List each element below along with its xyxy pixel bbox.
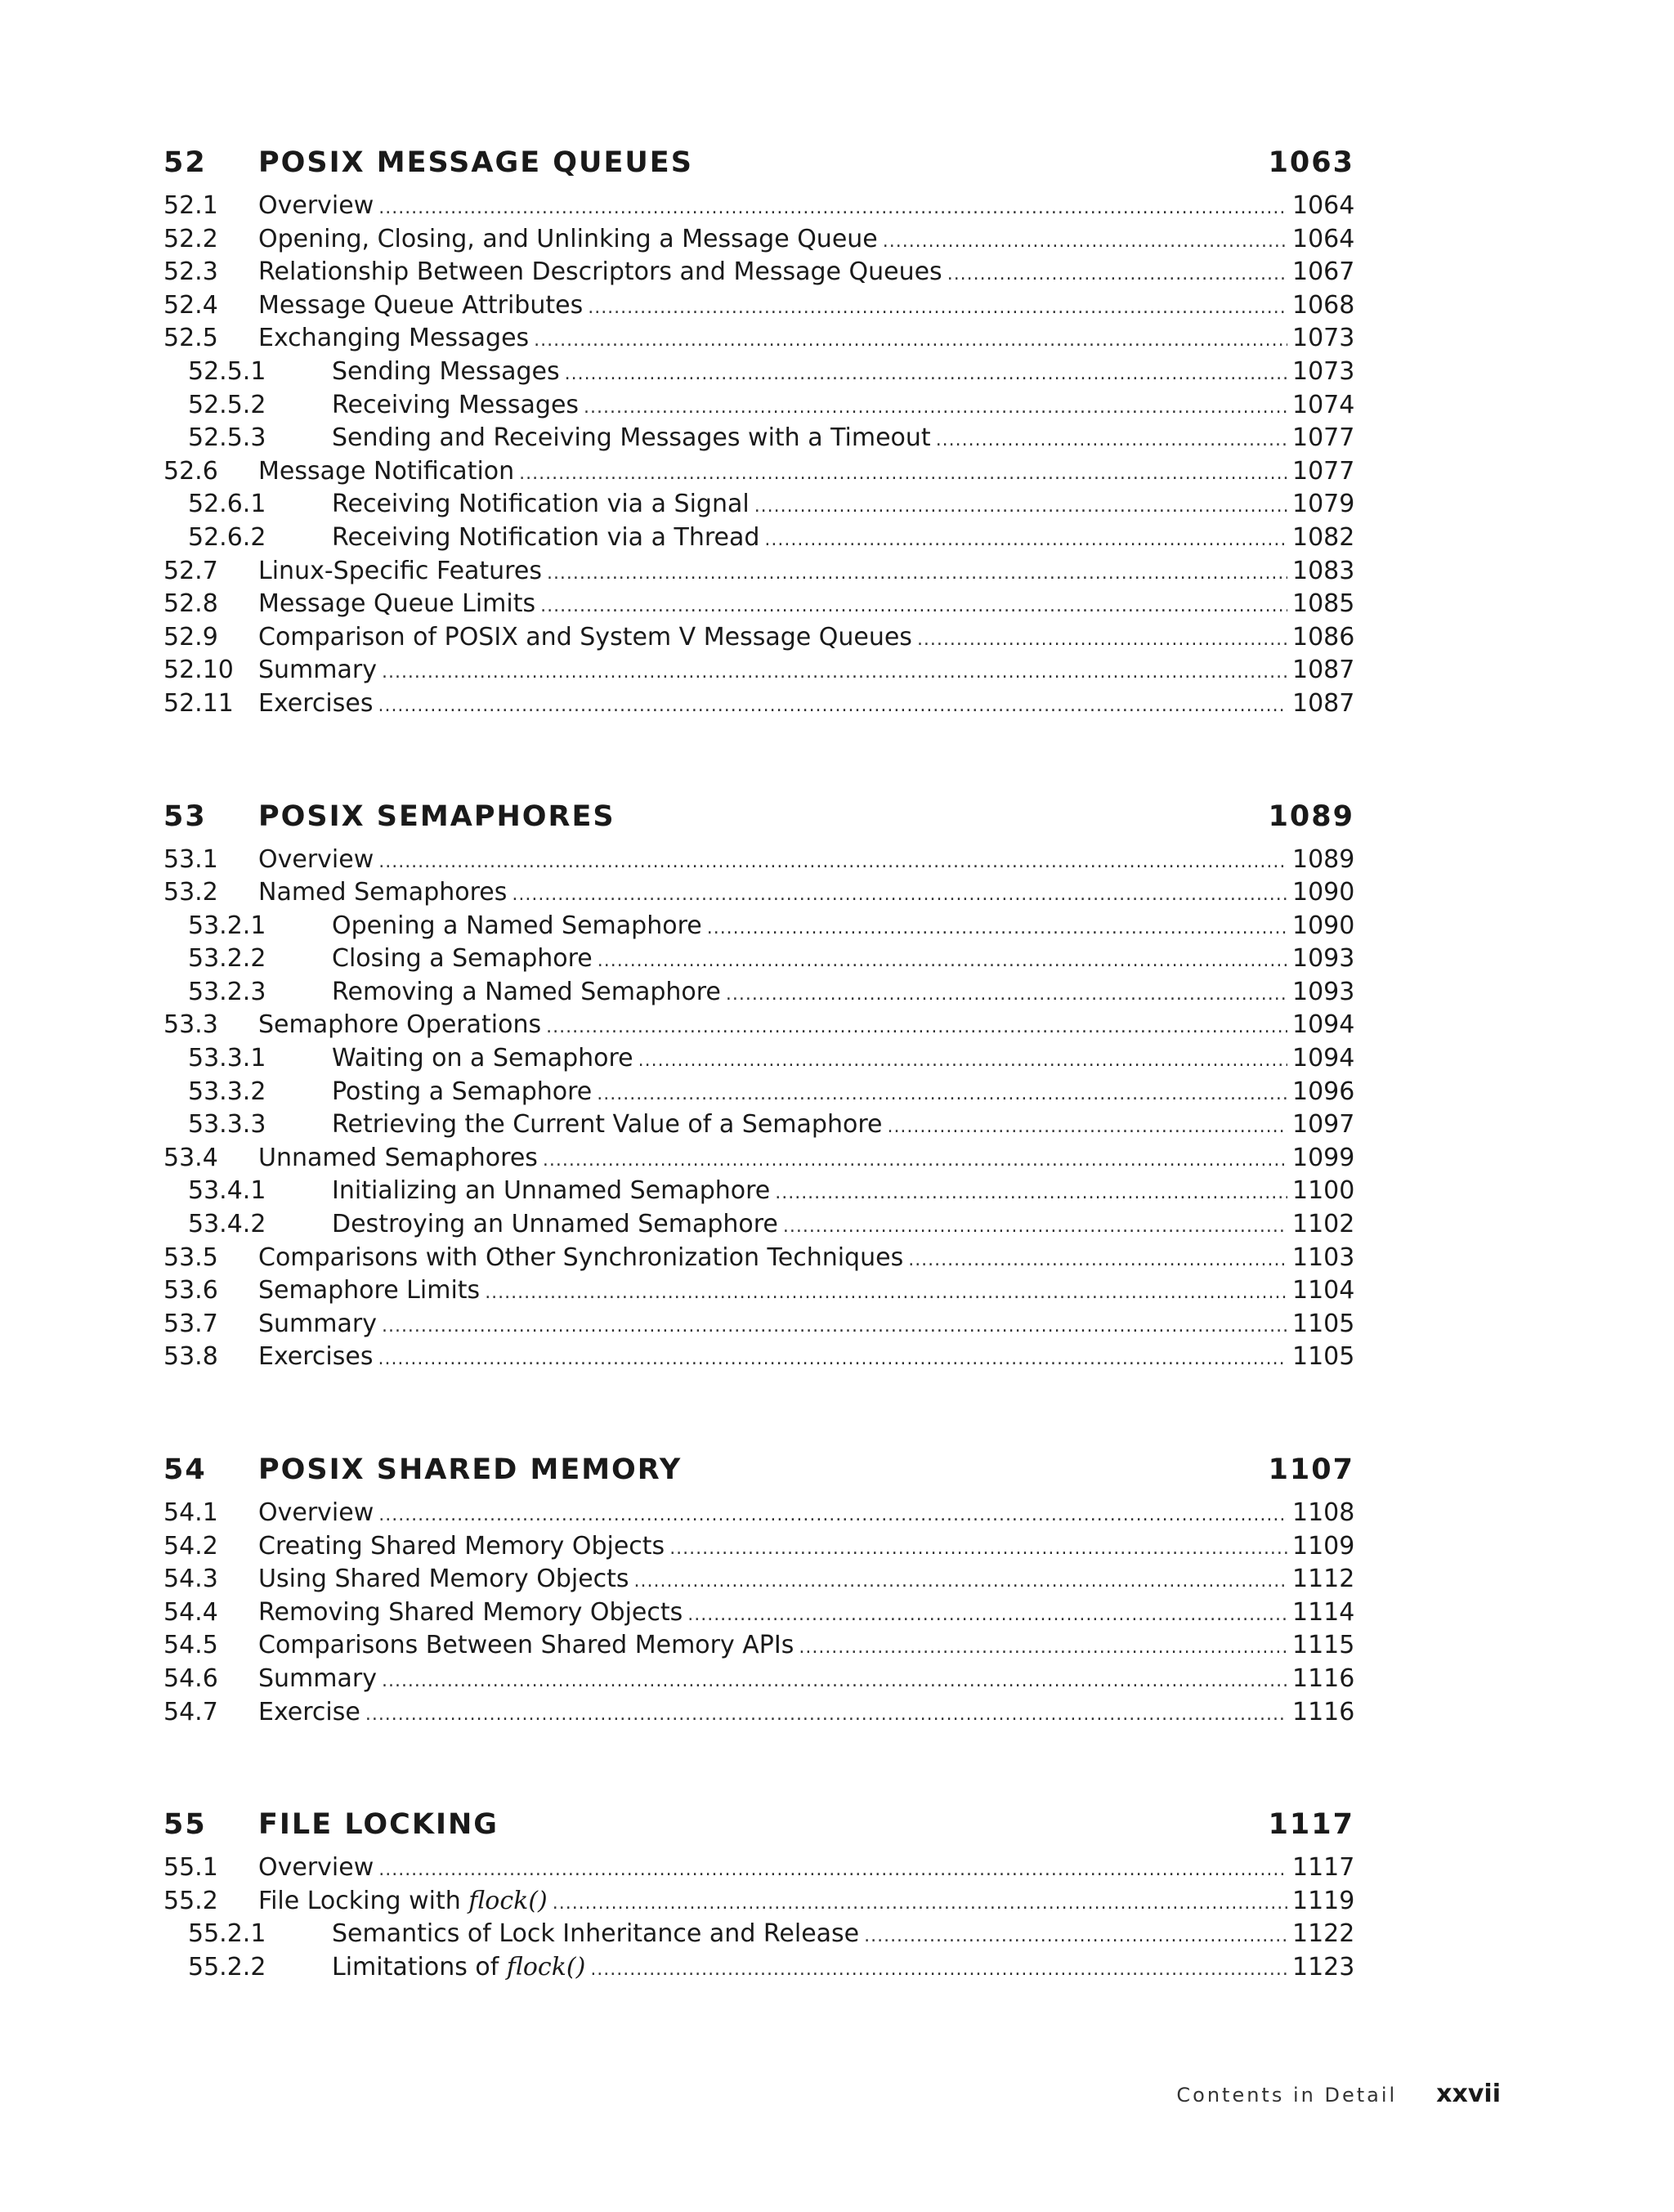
section-title-text: Receiving Notification via a Signal xyxy=(332,490,750,519)
dot-leader xyxy=(775,1177,1287,1211)
section-number: 53.2.1 xyxy=(188,911,266,940)
section-page: 1079 xyxy=(1292,490,1355,519)
section-title-text: Overview xyxy=(258,1498,374,1527)
chapter-53 xyxy=(163,793,1354,1375)
section-title xyxy=(332,1175,770,1208)
toc-entry xyxy=(163,654,1354,687)
dot-leader xyxy=(764,524,1287,557)
toc-entry xyxy=(163,1242,1354,1275)
section-title-text: Relationship Between Descriptors and Message Queues xyxy=(258,257,942,287)
chapter-heading xyxy=(163,1446,1354,1493)
section-page: 1090 xyxy=(1292,911,1355,940)
section-page: 1094 xyxy=(1292,1044,1355,1073)
section-title-text: Comparison of POSIX and System V Message Queues xyxy=(258,622,912,652)
section-page: 1064 xyxy=(1292,224,1355,253)
section-title-text: Exercises xyxy=(258,688,374,718)
section-title xyxy=(258,190,374,223)
dot-leader xyxy=(908,1244,1287,1278)
section-title xyxy=(332,1918,859,1951)
chapter-number: 55 xyxy=(163,1808,207,1842)
section-number: 53.4.2 xyxy=(188,1210,266,1239)
toc-entry xyxy=(163,1951,1354,1985)
section-number: 54.5 xyxy=(163,1631,218,1660)
section-title xyxy=(332,488,750,522)
section-title xyxy=(332,422,931,455)
section-title xyxy=(332,1951,585,1985)
section-page: 1093 xyxy=(1292,977,1355,1006)
chapter-number: 54 xyxy=(163,1453,207,1486)
toc-entry xyxy=(163,1274,1354,1308)
section-title-text: Retrieving the Current Value of a Semaphore xyxy=(332,1110,883,1140)
section-number: 53.2.3 xyxy=(188,977,266,1006)
toc-entry xyxy=(163,844,1354,877)
page-number: xxvii xyxy=(1436,2080,1501,2108)
section-title-text: Sending and Receiving Messages with a Timeout xyxy=(332,423,931,453)
chapter-heading xyxy=(163,793,1354,840)
section-number: 53.4 xyxy=(163,1143,218,1172)
dot-leader xyxy=(707,912,1287,946)
section-title xyxy=(258,1009,541,1042)
toc-entry xyxy=(163,389,1354,423)
section-title xyxy=(258,455,514,489)
section-number: 52.5 xyxy=(163,324,218,353)
section-number: 53.2 xyxy=(163,878,218,907)
section-title-text: Semantics of Lock Inheritance and Release xyxy=(332,1919,860,1949)
toc-entry xyxy=(163,621,1354,655)
section-title xyxy=(332,976,721,1010)
dot-leader xyxy=(543,1144,1287,1178)
toc-entry xyxy=(163,1108,1354,1142)
section-title-text: Waiting on a Semaphore xyxy=(332,1044,633,1073)
section-title-text: Removing Shared Memory Objects xyxy=(258,1597,683,1627)
toc-entry xyxy=(163,455,1354,489)
dot-leader xyxy=(936,424,1287,458)
chapter-page: 1063 xyxy=(1268,146,1354,179)
section-number: 55.2.1 xyxy=(188,1919,266,1949)
toc-entry xyxy=(163,322,1354,356)
section-page: 1103 xyxy=(1292,1243,1355,1272)
section-number: 53.3 xyxy=(163,1010,218,1040)
dot-leader xyxy=(378,690,1287,723)
dot-leader xyxy=(754,490,1287,524)
section-title xyxy=(258,588,535,621)
section-title xyxy=(258,1885,548,1919)
section-number: 52.5.2 xyxy=(188,390,266,419)
toc-entry xyxy=(163,1530,1354,1564)
toc-entry xyxy=(163,289,1354,323)
section-number: 52.2 xyxy=(163,224,218,253)
toc-entry xyxy=(163,1142,1354,1175)
section-title-text: Summary xyxy=(258,1309,377,1338)
dot-leader xyxy=(883,226,1287,259)
dot-leader xyxy=(584,392,1287,425)
section-page: 1114 xyxy=(1292,1597,1355,1627)
toc-entry xyxy=(163,522,1354,555)
toc-entry xyxy=(163,1497,1354,1530)
section-page: 1074 xyxy=(1292,390,1355,419)
dot-leader xyxy=(378,1343,1287,1377)
section-page: 1077 xyxy=(1292,456,1355,486)
toc-entry xyxy=(163,1852,1354,1885)
dot-leader xyxy=(382,1665,1287,1699)
section-page: 1117 xyxy=(1292,1853,1355,1883)
section-page: 1123 xyxy=(1292,1952,1355,1981)
chapter-title: POSIX SHARED MEMORY xyxy=(258,1453,683,1486)
section-title-text: Opening a Named Semaphore xyxy=(332,911,702,940)
section-page: 1068 xyxy=(1292,290,1355,320)
section-title xyxy=(332,1208,778,1242)
section-title xyxy=(258,1308,377,1341)
section-title-text: Destroying an Unnamed Semaphore xyxy=(332,1210,778,1239)
page-footer xyxy=(1176,2080,1501,2108)
toc-entry xyxy=(163,1563,1354,1596)
dot-leader xyxy=(669,1533,1287,1566)
section-title xyxy=(258,654,377,687)
section-number: 52.10 xyxy=(163,656,234,685)
section-number: 54.4 xyxy=(163,1597,218,1627)
section-number: 52.8 xyxy=(163,589,218,619)
section-page: 1115 xyxy=(1292,1631,1355,1660)
dot-leader xyxy=(382,656,1287,690)
section-number: 53.6 xyxy=(163,1276,218,1305)
dot-leader xyxy=(597,1078,1287,1112)
section-title-text: Summary xyxy=(258,1663,377,1693)
chapter-54 xyxy=(163,1446,1354,1729)
dot-leader xyxy=(519,458,1287,491)
section-title xyxy=(258,1852,374,1885)
section-page: 1067 xyxy=(1292,257,1355,287)
chapter-number: 52 xyxy=(163,146,207,179)
toc-entry xyxy=(163,1918,1354,1951)
toc-entry xyxy=(163,190,1354,223)
section-title xyxy=(258,1274,480,1308)
toc-entry xyxy=(163,422,1354,455)
toc-entry xyxy=(163,1696,1354,1730)
chapter-page: 1117 xyxy=(1268,1808,1354,1842)
section-page: 1099 xyxy=(1292,1143,1355,1172)
section-title xyxy=(332,1108,882,1142)
section-page: 1096 xyxy=(1292,1077,1355,1106)
toc-entry xyxy=(163,1341,1354,1374)
toc-entry xyxy=(163,588,1354,621)
dot-leader xyxy=(917,624,1287,657)
section-title xyxy=(258,289,583,323)
chapter-heading xyxy=(163,139,1354,186)
section-title xyxy=(332,522,759,555)
toc-entry xyxy=(163,1009,1354,1042)
toc-entry xyxy=(163,976,1354,1010)
toc-entry xyxy=(163,488,1354,522)
section-number: 53.3.2 xyxy=(188,1077,266,1106)
section-title xyxy=(258,1497,374,1530)
section-title xyxy=(258,256,942,289)
section-number: 52.9 xyxy=(163,622,218,652)
toc-entry xyxy=(163,910,1354,943)
section-number: 55.1 xyxy=(163,1853,218,1883)
section-title-text: Message Notification xyxy=(258,456,515,486)
section-title-text: Opening, Closing, and Unlinking a Message Queue xyxy=(258,224,878,253)
section-title-text: Sending Messages xyxy=(332,356,560,386)
chapter-title: FILE LOCKING xyxy=(258,1808,499,1842)
section-page: 1085 xyxy=(1292,589,1355,619)
toc-entry xyxy=(163,1308,1354,1341)
chapter-title: POSIX MESSAGE QUEUES xyxy=(258,146,693,179)
section-page: 1087 xyxy=(1292,688,1355,718)
section-page: 1102 xyxy=(1292,1210,1355,1239)
toc-entry xyxy=(163,687,1354,721)
section-number: 54.7 xyxy=(163,1697,218,1726)
dot-leader xyxy=(687,1599,1287,1632)
dot-leader xyxy=(565,358,1287,392)
chapter-heading xyxy=(163,1801,1354,1848)
dot-leader xyxy=(382,1310,1287,1344)
chapter-52 xyxy=(163,139,1354,721)
section-page: 1083 xyxy=(1292,556,1355,585)
section-title xyxy=(332,910,702,943)
section-title xyxy=(258,1341,373,1374)
section-title-text: Exercise xyxy=(258,1697,360,1726)
dot-leader xyxy=(947,258,1287,292)
toc-entry xyxy=(163,943,1354,976)
section-number: 52.11 xyxy=(163,688,234,718)
section-number: 55.2 xyxy=(163,1886,218,1915)
section-page: 1119 xyxy=(1292,1886,1355,1915)
section-title xyxy=(332,1076,592,1109)
dot-leader xyxy=(588,292,1287,325)
section-number: 52.5.1 xyxy=(188,356,266,386)
section-page: 1108 xyxy=(1292,1498,1355,1527)
running-footer-label: Contents in Detail xyxy=(1176,2084,1398,2107)
section-title xyxy=(332,1042,633,1076)
section-number: 54.6 xyxy=(163,1663,218,1693)
section-number: 53.2.2 xyxy=(188,944,266,974)
section-page: 1073 xyxy=(1292,356,1355,386)
section-title-text: Exchanging Messages xyxy=(258,324,530,353)
section-number: 52.6 xyxy=(163,456,218,486)
section-page: 1077 xyxy=(1292,423,1355,453)
section-title xyxy=(258,1629,794,1663)
section-title-text: Creating Shared Memory Objects xyxy=(258,1531,665,1560)
toc-entry xyxy=(163,876,1354,910)
section-number: 54.1 xyxy=(163,1498,218,1527)
section-title-text: Initializing an Unnamed Semaphore xyxy=(332,1176,771,1206)
section-number: 54.2 xyxy=(163,1531,218,1560)
section-page: 1112 xyxy=(1292,1565,1355,1594)
dot-leader xyxy=(378,1499,1287,1533)
section-page: 1100 xyxy=(1292,1176,1355,1206)
section-title xyxy=(258,1663,377,1696)
dot-leader xyxy=(365,1699,1287,1732)
section-title-text: Overview xyxy=(258,1853,374,1883)
section-number: 52.7 xyxy=(163,556,218,585)
section-page: 1104 xyxy=(1292,1276,1355,1305)
toc-entry xyxy=(163,356,1354,389)
section-title-text: Summary xyxy=(258,656,377,685)
section-title-text: Message Queue Limits xyxy=(258,589,536,619)
dot-leader xyxy=(783,1211,1287,1244)
section-number: 52.3 xyxy=(163,257,218,287)
toc-entry xyxy=(163,1208,1354,1242)
section-page: 1093 xyxy=(1292,944,1355,974)
section-number: 52.6.1 xyxy=(188,490,266,519)
table-of-contents xyxy=(163,139,1354,2057)
toc-entry xyxy=(163,1042,1354,1076)
dot-leader xyxy=(547,557,1287,591)
chapter-number: 53 xyxy=(163,799,207,833)
section-title xyxy=(258,555,542,589)
section-title xyxy=(258,1563,629,1596)
section-number: 53.4.1 xyxy=(188,1176,266,1206)
dot-leader xyxy=(553,1887,1287,1921)
toc-entry xyxy=(163,1175,1354,1208)
toc-entry xyxy=(163,1076,1354,1109)
section-page: 1116 xyxy=(1292,1697,1355,1726)
dot-leader xyxy=(598,945,1287,978)
section-title-text: Limitations of xyxy=(332,1952,507,1981)
section-page: 1116 xyxy=(1292,1663,1355,1693)
section-title xyxy=(258,844,374,877)
section-title-text: Receiving Messages xyxy=(332,390,580,419)
section-title-text: Exercises xyxy=(258,1342,374,1372)
toc-entry xyxy=(163,1596,1354,1630)
section-title xyxy=(332,389,579,423)
dot-leader xyxy=(864,1920,1287,1954)
section-title-text: Linux-Specific Features xyxy=(258,556,542,585)
section-number: 53.5 xyxy=(163,1243,218,1272)
section-title xyxy=(258,1242,903,1275)
section-title-text: Posting a Semaphore xyxy=(332,1077,593,1106)
toc-entry xyxy=(163,223,1354,257)
section-page: 1122 xyxy=(1292,1919,1355,1949)
section-title xyxy=(258,1530,665,1564)
section-number: 53.7 xyxy=(163,1309,218,1338)
section-title xyxy=(258,1142,538,1175)
section-title xyxy=(258,876,507,910)
chapter-page: 1107 xyxy=(1268,1453,1354,1486)
chapter-page: 1089 xyxy=(1268,799,1354,833)
section-number: 52.6.2 xyxy=(188,522,266,552)
chapter-title: POSIX SEMAPHORES xyxy=(258,799,615,833)
dot-leader xyxy=(512,879,1287,912)
chapter-55 xyxy=(163,1801,1354,1984)
section-page: 1097 xyxy=(1292,1110,1355,1140)
dot-leader xyxy=(726,978,1287,1012)
dot-leader xyxy=(540,590,1287,624)
section-title-text: Semaphore Operations xyxy=(258,1010,542,1040)
dot-leader xyxy=(799,1632,1287,1665)
section-number: 54.3 xyxy=(163,1565,218,1594)
section-title-text: Closing a Semaphore xyxy=(332,944,593,974)
dot-leader xyxy=(378,846,1287,880)
section-number: 55.2.2 xyxy=(188,1952,266,1981)
section-page: 1086 xyxy=(1292,622,1355,652)
section-title xyxy=(332,356,560,389)
dot-leader xyxy=(378,1854,1287,1887)
section-number: 53.3.3 xyxy=(188,1110,266,1140)
section-title-text: Message Queue Attributes xyxy=(258,290,584,320)
toc-entry xyxy=(163,256,1354,289)
section-number: 53.1 xyxy=(163,844,218,874)
section-number: 53.3.1 xyxy=(188,1044,266,1073)
section-title-text: Comparisons with Other Synchronization Techniques xyxy=(258,1243,904,1272)
section-page: 1090 xyxy=(1292,878,1355,907)
function-name: flock() xyxy=(468,1886,548,1915)
toc-entry xyxy=(163,1885,1354,1919)
dot-leader xyxy=(546,1011,1287,1045)
section-page: 1082 xyxy=(1292,522,1355,552)
dot-leader xyxy=(638,1045,1287,1078)
dot-leader xyxy=(590,1954,1287,1987)
dot-leader xyxy=(534,325,1287,358)
section-title-text: Named Semaphores xyxy=(258,878,508,907)
section-page: 1089 xyxy=(1292,844,1355,874)
function-name: flock() xyxy=(506,1952,586,1981)
section-page: 1105 xyxy=(1292,1309,1355,1338)
toc-entry xyxy=(163,1663,1354,1696)
section-number: 52.1 xyxy=(163,191,218,220)
section-title-text: Comparisons Between Shared Memory APIs xyxy=(258,1631,794,1660)
section-title-text: Using Shared Memory Objects xyxy=(258,1565,629,1594)
section-title-text: Overview xyxy=(258,844,374,874)
section-title-text: Removing a Named Semaphore xyxy=(332,977,721,1006)
section-title xyxy=(258,1596,683,1630)
section-title-text: Unnamed Semaphores xyxy=(258,1143,538,1172)
section-page: 1105 xyxy=(1292,1342,1355,1372)
section-title-text: File Locking with xyxy=(258,1886,469,1915)
section-title-text: Semaphore Limits xyxy=(258,1276,481,1305)
toc-entry xyxy=(163,555,1354,589)
section-page: 1109 xyxy=(1292,1531,1355,1560)
section-title xyxy=(332,943,593,976)
section-title-text: Receiving Notification via a Thread xyxy=(332,522,760,552)
section-page: 1087 xyxy=(1292,656,1355,685)
section-title-text: Overview xyxy=(258,191,374,220)
dot-leader xyxy=(887,1111,1287,1144)
section-number: 53.8 xyxy=(163,1342,218,1372)
section-title xyxy=(258,223,878,257)
section-number: 52.4 xyxy=(163,290,218,320)
section-page: 1094 xyxy=(1292,1010,1355,1040)
section-title xyxy=(258,687,373,721)
toc-entry xyxy=(163,1629,1354,1663)
section-title xyxy=(258,1696,360,1730)
dot-leader xyxy=(378,192,1287,226)
section-title xyxy=(258,621,912,655)
dot-leader xyxy=(634,1565,1287,1599)
dot-leader xyxy=(485,1277,1287,1310)
section-number: 52.5.3 xyxy=(188,423,266,453)
section-title xyxy=(258,322,529,356)
section-page: 1073 xyxy=(1292,324,1355,353)
section-page: 1064 xyxy=(1292,191,1355,220)
